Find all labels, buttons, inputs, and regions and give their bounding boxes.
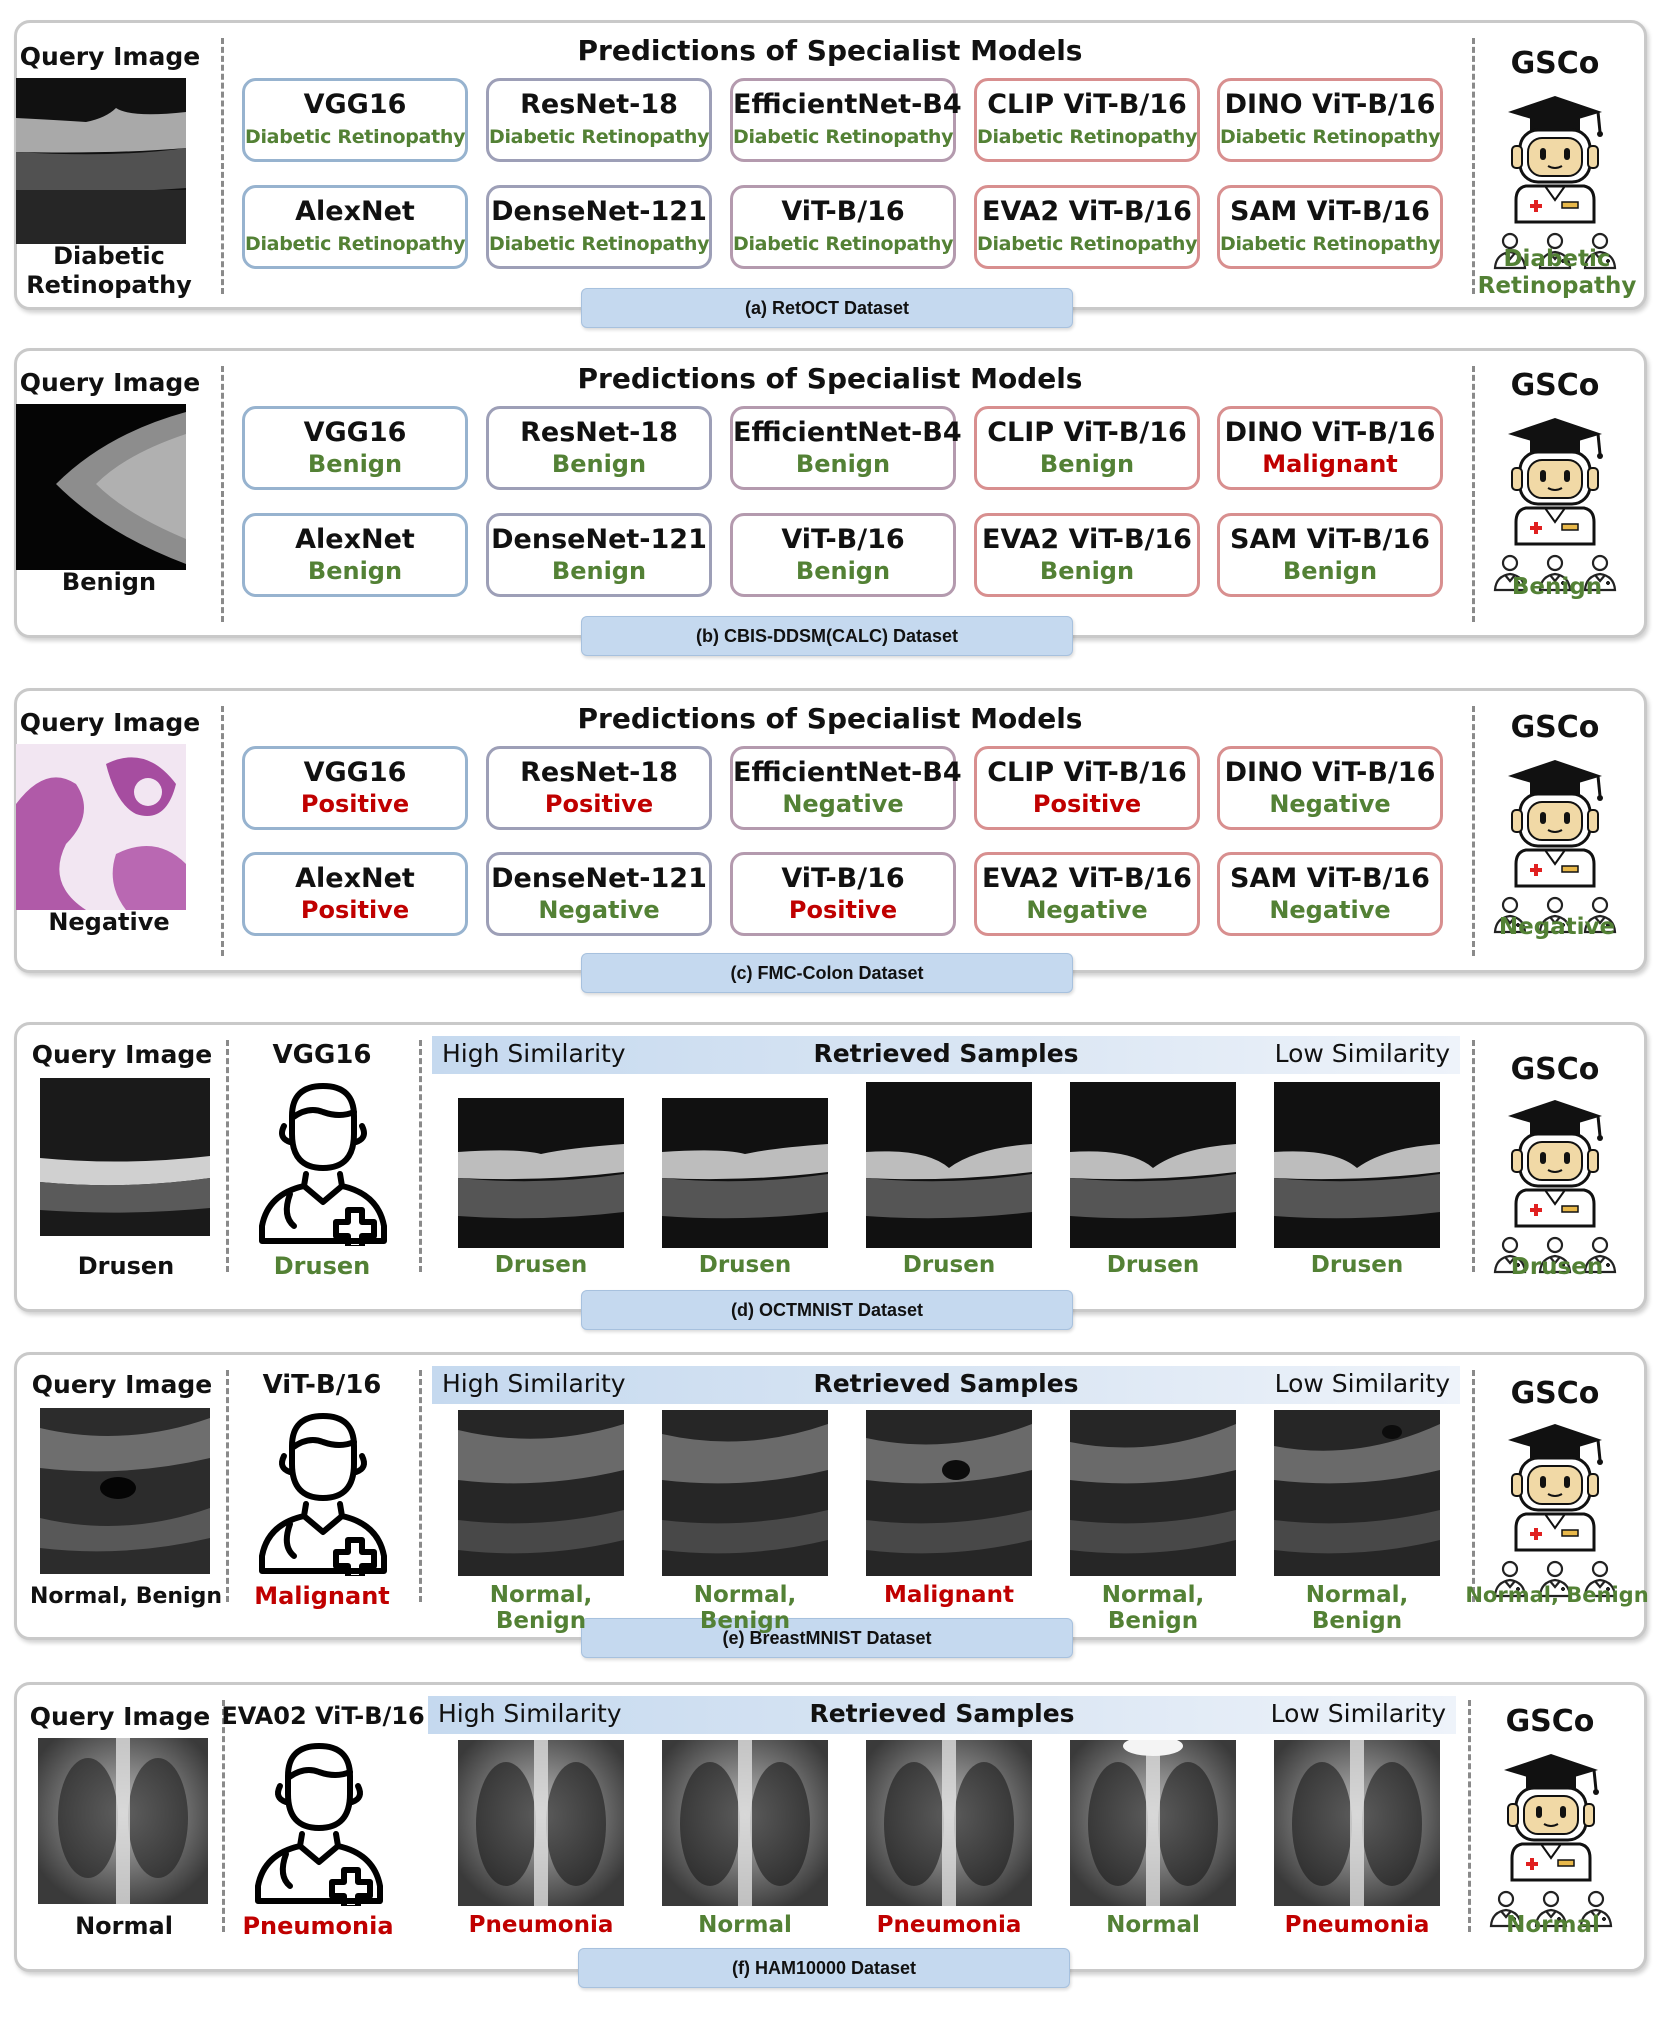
specialist-prediction: Drusen — [273, 1252, 371, 1280]
model-box — [486, 746, 712, 830]
model-name: ResNet-18 — [520, 89, 678, 120]
divider — [221, 38, 224, 294]
model-name: DenseNet-121 — [491, 863, 707, 894]
model-name: CLIP ViT-B/16 — [987, 417, 1187, 448]
model-box — [1217, 746, 1443, 830]
model-name: DINO ViT-B/16 — [1224, 89, 1436, 120]
model-prediction: Benign — [551, 557, 647, 585]
gsco-label — [1462, 574, 1652, 601]
model-name: DenseNet-121 — [491, 524, 707, 555]
model-prediction: Positive — [300, 790, 410, 818]
specialist-prediction: Pneumonia — [242, 1912, 394, 1940]
model-name: VGG16 — [303, 417, 407, 448]
model-prediction: Negative — [538, 896, 660, 924]
caption: (e) BreastMNIST Dataset — [581, 1618, 1073, 1658]
query-title: Query Image — [19, 368, 201, 397]
retrieved-sample-label: Drusen — [902, 1252, 996, 1278]
model-box — [242, 852, 468, 936]
query-image-histology — [16, 744, 186, 910]
model-name: ViT-B/16 — [781, 524, 905, 555]
retrieved-sample-label: Drusen — [1106, 1252, 1200, 1278]
query-label — [4, 242, 214, 300]
query-label-line: Diabetic — [53, 242, 165, 270]
retrieved-sample-image — [866, 1740, 1032, 1906]
low-similarity: Low Similarity — [1270, 1699, 1446, 1728]
retrieved-sample-label: Normal, Benign — [489, 1582, 593, 1634]
query-label: Normal, Benign — [29, 1584, 222, 1609]
model-box — [730, 406, 962, 490]
query-label-line: Negative — [48, 908, 170, 936]
model-box — [1217, 513, 1443, 597]
caption: (d) OCTMNIST Dataset — [581, 1290, 1073, 1330]
model-box — [486, 78, 712, 162]
gsco-label-line: Negative — [1498, 914, 1616, 940]
high-similarity: High Similarity — [442, 1369, 626, 1398]
model-name: AlexNet — [295, 863, 415, 894]
gsco-label: Normal — [1506, 1912, 1600, 1938]
divider — [226, 1370, 229, 1602]
divider — [419, 1040, 422, 1272]
model-box — [1217, 185, 1443, 269]
model-prediction: Negative — [1269, 896, 1391, 924]
gsco-label-line: Benign — [1511, 574, 1603, 600]
model-prediction: Benign — [795, 557, 891, 585]
caption: (b) CBIS-DDSM(CALC) Dataset — [581, 616, 1073, 656]
query-label — [4, 568, 214, 597]
query-title: Query Image — [19, 42, 201, 71]
model-name: ResNet-18 — [520, 417, 678, 448]
doctor-icon — [244, 1736, 394, 1906]
model-prediction: Malignant — [1262, 450, 1398, 478]
model-prediction: Benign — [1282, 557, 1378, 585]
model-box — [974, 746, 1200, 830]
gsco-label: Normal, Benign — [1465, 1583, 1649, 1607]
retrieved-sample-label: Pneumonia — [1284, 1912, 1430, 1938]
retrieved-sample-label: Normal, Benign — [1101, 1582, 1205, 1634]
specialist-name: EVA02 ViT-B/16 — [221, 1702, 425, 1730]
model-name: AlexNet — [295, 196, 415, 227]
model-name: SAM ViT-B/16 — [1230, 863, 1430, 894]
model-prediction: Diabetic Retinopathy — [1220, 126, 1441, 148]
retrieved-title: Retrieved Samples — [809, 1699, 1075, 1728]
query-image-oct — [40, 1078, 210, 1236]
model-prediction: Diabetic Retinopathy — [733, 126, 954, 148]
retrieved-sample-image — [662, 1740, 828, 1906]
model-name: EVA2 ViT-B/16 — [982, 524, 1192, 555]
model-prediction: Positive — [788, 896, 898, 924]
model-name: EVA2 ViT-B/16 — [982, 196, 1192, 227]
model-name: CLIP ViT-B/16 — [987, 89, 1187, 120]
model-name: VGG16 — [303, 757, 407, 788]
high-similarity: High Similarity — [438, 1699, 622, 1728]
retrieved-sample-image — [458, 1410, 624, 1576]
query-label-line: Benign — [61, 568, 157, 596]
model-box — [1217, 406, 1443, 490]
high-similarity: High Similarity — [442, 1039, 626, 1068]
query-title: Query Image — [31, 1040, 213, 1069]
model-box — [730, 852, 956, 936]
model-box — [974, 78, 1200, 162]
retrieved-sample-label: Normal, Benign — [1305, 1582, 1409, 1634]
model-prediction: Diabetic Retinopathy — [733, 233, 954, 255]
model-prediction: Diabetic Retinopathy — [245, 126, 466, 148]
retrieved-sample-label: Normal — [1106, 1912, 1200, 1938]
query-label-line: Retinopathy — [26, 271, 192, 299]
predictions-title: Predictions of Specialist Models — [577, 34, 1083, 67]
retrieved-sample-image — [662, 1410, 828, 1576]
model-box — [730, 185, 956, 269]
retrieved-sample-image — [458, 1740, 624, 1906]
model-prediction: Benign — [307, 450, 403, 478]
model-box — [730, 746, 962, 830]
query-image-mammogram — [16, 404, 186, 570]
query-image-oct — [16, 78, 186, 244]
model-prediction: Diabetic Retinopathy — [489, 126, 710, 148]
retrieved-sample-image — [1070, 1410, 1236, 1576]
model-box — [730, 513, 956, 597]
model-prediction: Negative — [1026, 896, 1148, 924]
retrieved-sample-label: Drusen — [698, 1252, 792, 1278]
divider — [221, 706, 224, 956]
retrieved-sample-label: Drusen — [494, 1252, 588, 1278]
divider — [419, 1370, 422, 1602]
model-name: ViT-B/16 — [781, 196, 905, 227]
retrieved-sample-label: Malignant — [884, 1582, 1014, 1608]
retrieved-sample-image — [1274, 1082, 1440, 1248]
retrieved-sample-label: Normal — [698, 1912, 792, 1938]
model-box — [974, 513, 1200, 597]
gsco-title: GSCo — [1510, 1052, 1600, 1087]
query-label: Normal — [75, 1912, 173, 1940]
similarity-band — [432, 1366, 1460, 1404]
model-name: CLIP ViT-B/16 — [987, 757, 1187, 788]
gsco-label-line: Diabetic — [1503, 246, 1611, 272]
retrieved-sample-image — [1070, 1082, 1236, 1248]
specialist-name: VGG16 — [272, 1040, 372, 1070]
model-prediction: Positive — [300, 896, 410, 924]
retrieved-sample-label: Drusen — [1310, 1252, 1404, 1278]
model-prediction: Diabetic Retinopathy — [977, 233, 1198, 255]
model-prediction: Benign — [1039, 557, 1135, 585]
retrieved-sample-image — [866, 1082, 1032, 1248]
model-name: EVA2 ViT-B/16 — [982, 863, 1192, 894]
specialist-name: ViT-B/16 — [262, 1370, 382, 1400]
model-box — [974, 852, 1200, 936]
retrieved-sample-label: Pneumonia — [468, 1912, 614, 1938]
retrieved-sample-image — [866, 1410, 1032, 1576]
model-prediction: Negative — [782, 790, 904, 818]
query-label: Drusen — [77, 1252, 175, 1280]
retrieved-sample-label: Pneumonia — [876, 1912, 1022, 1938]
gsco-title: GSCo — [1510, 46, 1600, 81]
caption: (a) RetOCT Dataset — [581, 288, 1073, 328]
query-image-ultrasound — [40, 1408, 210, 1574]
model-prediction: Diabetic Retinopathy — [977, 126, 1198, 148]
query-title: Query Image — [29, 1702, 211, 1731]
model-box — [486, 513, 712, 597]
model-box — [486, 185, 712, 269]
model-prediction: Negative — [1269, 790, 1391, 818]
gsco-label — [1462, 246, 1652, 300]
low-similarity: Low Similarity — [1274, 1369, 1450, 1398]
caption: (f) HAM10000 Dataset — [578, 1948, 1070, 1988]
model-box — [974, 406, 1200, 490]
gsco-title: GSCo — [1505, 1704, 1595, 1739]
model-prediction: Positive — [544, 790, 654, 818]
model-box — [242, 78, 468, 162]
gsco-label — [1462, 914, 1652, 941]
gsco-title: GSCo — [1510, 1376, 1600, 1411]
retrieved-title: Retrieved Samples — [813, 1369, 1079, 1398]
model-prediction: Benign — [551, 450, 647, 478]
model-name: ViT-B/16 — [781, 863, 905, 894]
model-name: SAM ViT-B/16 — [1230, 524, 1430, 555]
retrieved-sample-image — [1274, 1410, 1440, 1576]
retrieved-sample-image — [662, 1082, 828, 1248]
divider — [221, 366, 224, 622]
divider — [226, 1040, 229, 1272]
model-box — [242, 746, 468, 830]
model-box — [1217, 852, 1443, 936]
model-box — [242, 513, 468, 597]
model-box — [486, 852, 712, 936]
model-prediction: Positive — [1032, 790, 1142, 818]
query-title: Query Image — [19, 708, 201, 737]
query-image-xray — [38, 1738, 208, 1904]
retrieved-sample-image — [1274, 1740, 1440, 1906]
gsco-label: Drusen — [1510, 1254, 1604, 1280]
model-prediction: Diabetic Retinopathy — [245, 233, 466, 255]
model-prediction: Benign — [795, 450, 891, 478]
query-label — [4, 908, 214, 937]
model-name: EfficientNet-B4 — [733, 417, 962, 448]
model-name: EfficientNet-B4 — [733, 757, 962, 788]
specialist-prediction: Malignant — [254, 1582, 390, 1610]
model-prediction: Benign — [307, 557, 403, 585]
model-box — [1217, 78, 1443, 162]
model-name: AlexNet — [295, 524, 415, 555]
model-prediction: Diabetic Retinopathy — [489, 233, 710, 255]
doctor-icon — [248, 1076, 398, 1246]
model-box — [974, 185, 1200, 269]
model-name: ResNet-18 — [520, 757, 678, 788]
gsco-title: GSCo — [1510, 710, 1600, 745]
model-name: EfficientNet-B4 — [733, 89, 962, 120]
model-name: DINO ViT-B/16 — [1224, 417, 1436, 448]
divider — [222, 1700, 225, 1932]
retrieved-sample-image — [1070, 1740, 1236, 1906]
gsco-title: GSCo — [1510, 368, 1600, 403]
retrieved-sample-image — [458, 1082, 624, 1248]
caption: (c) FMC-Colon Dataset — [581, 953, 1073, 993]
retrieved-sample-label: Normal, Benign — [693, 1582, 797, 1634]
model-box — [242, 406, 468, 490]
model-prediction: Diabetic Retinopathy — [1220, 233, 1441, 255]
similarity-band — [432, 1036, 1460, 1074]
similarity-band — [428, 1696, 1456, 1734]
model-name: DINO ViT-B/16 — [1224, 757, 1436, 788]
low-similarity: Low Similarity — [1274, 1039, 1450, 1068]
model-box — [486, 406, 712, 490]
doctor-icon — [248, 1406, 398, 1576]
retrieved-title: Retrieved Samples — [813, 1039, 1079, 1068]
model-name: VGG16 — [303, 89, 407, 120]
predictions-title: Predictions of Specialist Models — [577, 362, 1083, 395]
model-box — [730, 78, 962, 162]
gsco-label-line: Retinopathy — [1477, 273, 1637, 299]
model-name: DenseNet-121 — [491, 196, 707, 227]
query-title: Query Image — [31, 1370, 213, 1399]
model-name: SAM ViT-B/16 — [1230, 196, 1430, 227]
model-prediction: Benign — [1039, 450, 1135, 478]
predictions-title: Predictions of Specialist Models — [577, 702, 1083, 735]
model-box — [242, 185, 468, 269]
